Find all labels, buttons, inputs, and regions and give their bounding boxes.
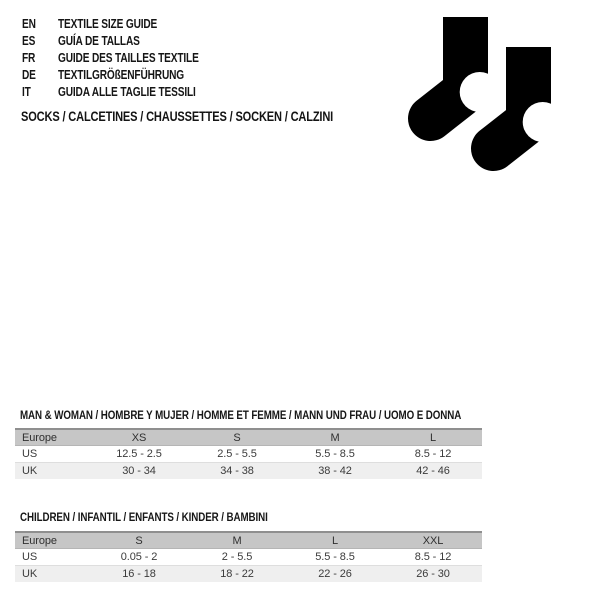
size-value: 38 - 42: [318, 465, 352, 477]
language-row-fr: [22, 49, 238, 66]
children-size-table: [15, 531, 482, 582]
language-code: FR: [22, 50, 36, 65]
column-header-size-m: M: [232, 534, 242, 547]
sock-back-shape: [431, 17, 500, 119]
language-row-en: [22, 15, 238, 32]
language-label: GUIDE DES TAILLES TEXTILE: [58, 50, 199, 65]
language-row-de: [22, 66, 238, 83]
size-value: 12.5 - 2.5: [116, 448, 162, 460]
language-label: TEXTILGRÖßENFÜHRUNG: [58, 67, 185, 82]
table-header-row: [15, 531, 482, 549]
table-row-us: [15, 549, 482, 566]
size-value: 2.5 - 5.5: [217, 448, 257, 460]
column-header-size-s: S: [233, 431, 241, 444]
table-header-row: [15, 428, 482, 446]
language-code: IT: [22, 84, 31, 99]
column-header-size-xxl: XXL: [422, 534, 444, 547]
table-row-uk: [15, 463, 482, 479]
size-value: 18 - 22: [220, 568, 254, 580]
column-header-size-m: M: [330, 431, 340, 444]
language-list: [22, 15, 238, 100]
size-value: 2 - 5.5: [221, 551, 253, 563]
row-label-uk: UK: [22, 568, 38, 580]
column-header-size-s: S: [135, 534, 143, 547]
table-row-uk: [15, 566, 482, 582]
man-woman-size-section: [15, 410, 482, 479]
size-value: 42 - 46: [416, 465, 450, 477]
size-value: 34 - 38: [220, 465, 254, 477]
column-header-region: Europe: [22, 431, 57, 444]
table-title-children: CHILDREN / INFANTIL / ENFANTS / KINDER / BAMBINI: [20, 512, 268, 524]
language-row-es: [22, 32, 238, 49]
column-header-size-l: L: [429, 431, 437, 444]
row-label-uk: UK: [22, 465, 38, 477]
sock-front-shape: [494, 47, 563, 149]
row-label-us: US: [22, 551, 38, 563]
socks-icon: [406, 15, 564, 172]
size-value: 22 - 26: [318, 568, 352, 580]
size-value: 0.05 - 2: [120, 551, 158, 563]
size-value: 8.5 - 12: [414, 551, 452, 563]
size-value: 30 - 34: [122, 465, 156, 477]
size-value: 26 - 30: [416, 568, 450, 580]
children-size-section: [15, 512, 482, 582]
row-label-us: US: [22, 448, 38, 460]
language-code: ES: [22, 33, 36, 48]
size-value: 16 - 18: [122, 568, 156, 580]
column-header-size-xs: XS: [131, 431, 147, 444]
language-row-it: [22, 83, 238, 100]
language-code: DE: [22, 67, 36, 82]
column-header-region: Europe: [22, 534, 57, 547]
category-title: SOCKS / CALCETINES / CHAUSSETTES / SOCKEN / CALZINI: [21, 109, 334, 124]
size-value: 5.5 - 8.5: [315, 448, 355, 460]
language-label: GUIDA ALLE TAGLIE TESSILI: [58, 84, 196, 99]
column-header-size-l: L: [331, 534, 339, 547]
language-label: GUÍA DE TALLAS: [58, 33, 140, 48]
table-row-us: [15, 446, 482, 463]
size-value: 8.5 - 12: [414, 448, 452, 460]
language-code: EN: [22, 16, 36, 31]
man-woman-size-table: [15, 428, 482, 479]
language-label: TEXTILE SIZE GUIDE: [58, 16, 158, 31]
size-value: 5.5 - 8.5: [315, 551, 355, 563]
table-title-man-woman: MAN & WOMAN / HOMBRE Y MUJER / HOMME ET FEMME / MANN UND FRAU / UOMO E DONNA: [20, 410, 462, 422]
